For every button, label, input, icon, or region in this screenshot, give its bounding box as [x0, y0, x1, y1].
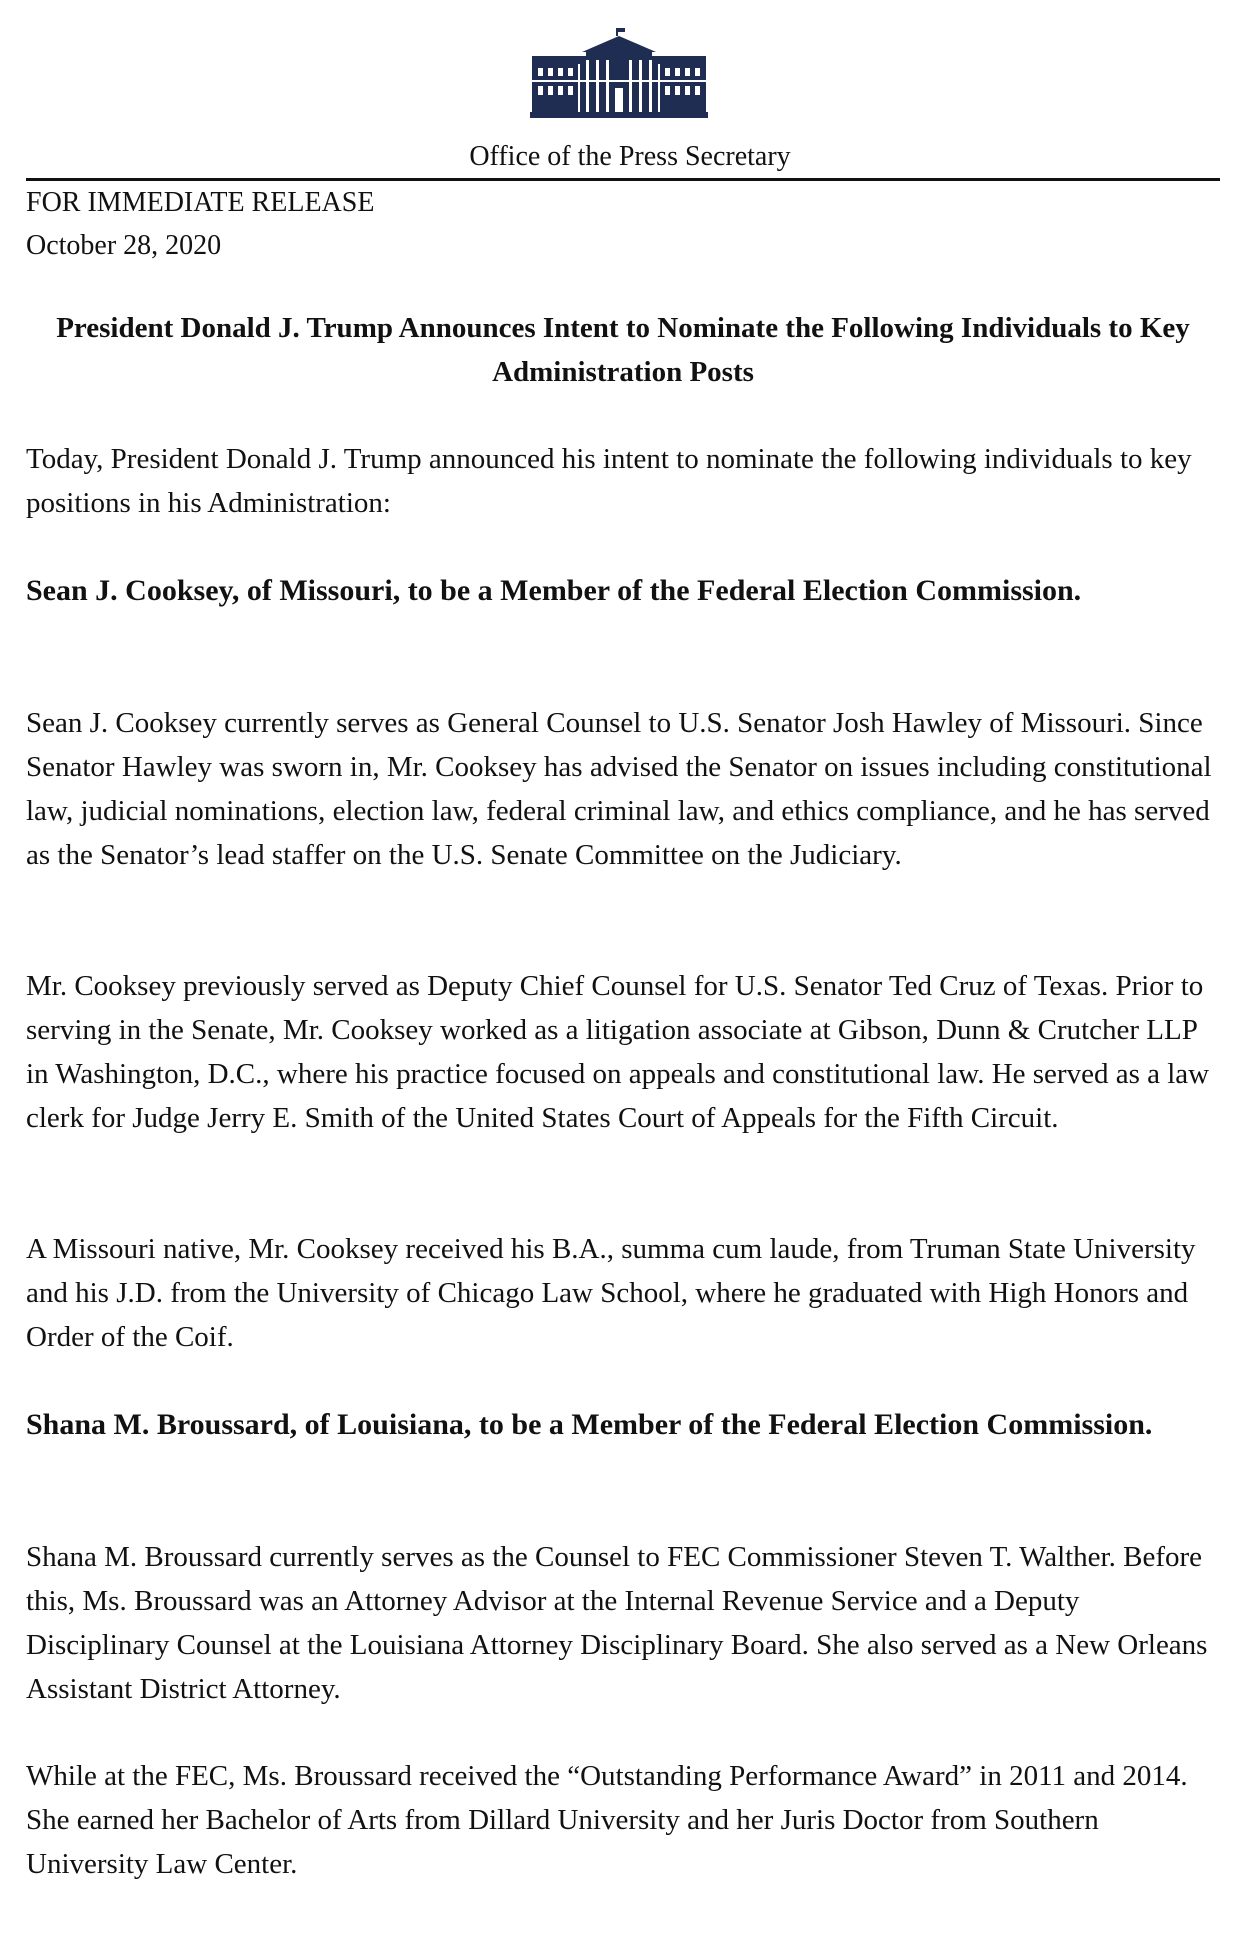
nominee-paragraph: A Missouri native, Mr. Cooksey received his B.A., summa cum laude, from Truman State University and his J.D. from the University of Chicago Law School, where he graduated with High Honors and Order of the Coif. — [26, 1233, 1196, 1353]
nominee-paragraph: While at the FEC, Ms. Broussard received the “Outstanding Performance Award” in 2011 and 2014. She earned her Bachelor of Arts from Dillard University and her Juris Doctor from Southern University Law Center. — [26, 1760, 1188, 1880]
nominee-paragraph: Sean J. Cooksey currently serves as General Counsel to U.S. Senator Josh Hawley of Missouri. Since Senator Hawley was sworn in, Mr. Cooksey has advised the Senator on issues including constitutional law, judicial nominations, election law, federal criminal law, and ethics compliance, and he has served as the Senator’s lead staffer on the U.S. Senate Committee on the Judiciary. — [26, 707, 1212, 871]
release-label: FOR IMMEDIATE RELEASE — [26, 187, 375, 218]
nominee-paragraph: Shana M. Broussard currently serves as the Counsel to FEC Commissioner Steven T. Walther. Before this, Ms. Broussard was an Attorney Advisor at the Internal Revenue Service and a Deputy Disciplinary Counsel at the Louisiana Attorney Disciplinary Board. She also served as a New Orleans Assistant District Attorney. — [26, 1541, 1208, 1705]
nominee-heading: Sean J. Cooksey, of Missouri, to be a Member of the Federal Election Commission. — [26, 574, 1082, 607]
office-title: Office of the Press Secretary — [469, 141, 791, 172]
nominee-paragraph: Mr. Cooksey previously served as Deputy Chief Counsel for U.S. Senator Ted Cruz of Texas. Prior to serving in the Senate, Mr. Cooksey worked as a litigation associate at Gibson, Dunn & Crutcher LLP in Washington, D.C., where his practice focused on appeals and constitutional law. He served as a law clerk for Judge Jerry E. Smith of the United States Court of Appeals for the Fifth Circuit. — [26, 970, 1210, 1134]
white-house-icon — [530, 28, 708, 118]
intro-text: Today, President Donald J. Trump announced his intent to nominate the following individuals to key positions in his Administration: — [26, 443, 1192, 519]
release-date: October 28, 2020 — [26, 230, 222, 261]
intro-paragraph — [26, 437, 1220, 525]
header-divider — [26, 178, 1220, 181]
page-title: President Donald J. Trump Announces Intent to Nominate the Following Individuals to Key Administration Posts — [56, 312, 1190, 388]
nominee-heading: Shana M. Broussard, of Louisiana, to be a Member of the Federal Election Commission. — [26, 1408, 1153, 1441]
